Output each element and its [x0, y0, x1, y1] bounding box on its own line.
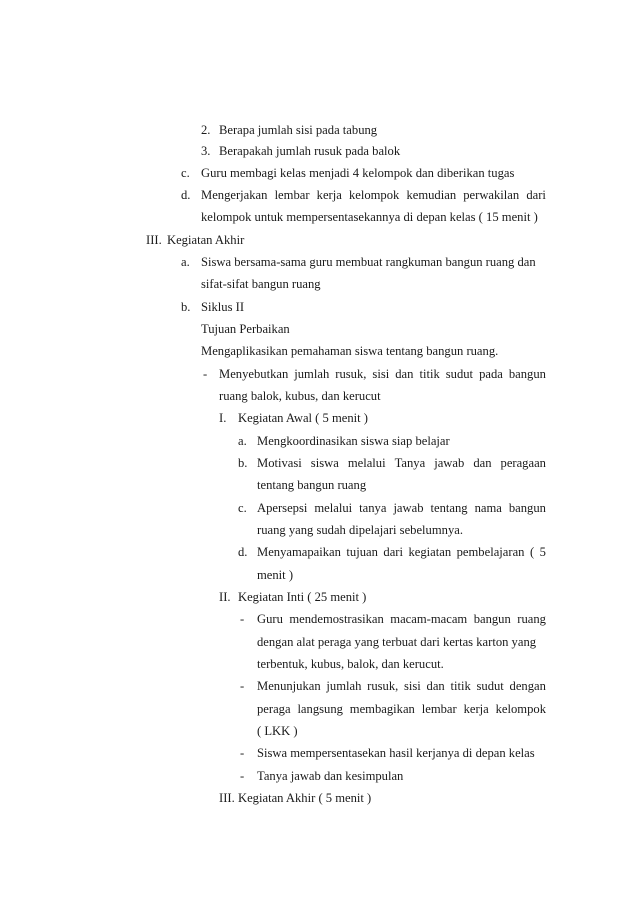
list-marker: c. [181, 166, 190, 180]
list-text: Apersepsi melalui tanya jawab tentang nama bangun [257, 501, 546, 515]
section-marker: III. [146, 233, 162, 247]
list-text: Guru membagi kelas menjadi 4 kelompok dan diberikan tugas [201, 166, 515, 180]
list-marker: a. [238, 434, 247, 448]
list-marker: d. [181, 188, 191, 202]
list-marker: b. [238, 456, 248, 470]
list-marker: - [240, 746, 245, 760]
list-text: sifat-sifat bangun ruang [201, 277, 321, 291]
list-text: Kegiatan Awal ( 5 menit ) [238, 411, 368, 425]
list-marker: III. [219, 791, 235, 805]
list-text: Menyamapaikan tujuan dari kegiatan pembelajaran ( 5 [257, 545, 546, 559]
list-text: peraga langsung membagikan lembar kerja kelompok [257, 702, 546, 716]
list-text: Menunjukan jumlah rusuk, sisi dan titik sudut dengan [257, 679, 546, 693]
list-text: terbentuk, kubus, balok, dan kerucut. [257, 657, 444, 671]
list-text: tentang bangun ruang [257, 478, 367, 492]
list-text: ruang balok, kubus, dan kerucut [219, 389, 381, 403]
list-marker: - [240, 679, 245, 693]
list-marker: - [240, 612, 245, 626]
list-text: Menyebutkan jumlah rusuk, sisi dan titik sudut pada bangun [219, 367, 546, 381]
list-marker: 2. [201, 123, 211, 137]
paragraph-text: Tujuan Perbaikan [201, 322, 290, 336]
list-text: Berapa jumlah sisi pada tabung [219, 123, 378, 137]
list-text: kelompok untuk mempersentasekannya di depan kelas ( 15 menit ) [201, 210, 538, 224]
list-text: Berapakah jumlah rusuk pada balok [219, 144, 401, 158]
list-text: Mengerjakan lembar kerja kelompok kemudian perwakilan dari [201, 188, 546, 202]
list-marker: II. [219, 590, 231, 604]
list-text: Kegiatan Inti ( 25 menit ) [238, 590, 367, 604]
list-marker: I. [219, 411, 227, 425]
list-marker: b. [181, 300, 191, 314]
list-text: Guru mendemostrasikan macam-macam bangun ruang [257, 612, 546, 626]
list-text: Siklus II [201, 300, 245, 314]
list-marker: d. [238, 545, 248, 559]
list-text: ( LKK ) [257, 724, 298, 738]
paragraph-text: Mengaplikasikan pemahaman siswa tentang bangun ruang. [201, 344, 499, 358]
list-marker: 3. [201, 144, 211, 158]
list-text: menit ) [257, 568, 294, 582]
list-text: Kegiatan Akhir ( 5 menit ) [238, 791, 372, 805]
list-text: dengan alat peraga yang terbuat dari kertas karton yang [257, 635, 537, 649]
list-marker: - [203, 367, 208, 381]
list-text: Mengkoordinasikan siswa siap belajar [257, 434, 450, 448]
list-text: Tanya jawab dan kesimpulan [257, 769, 404, 783]
list-marker: c. [238, 501, 247, 515]
list-marker: a. [181, 255, 190, 269]
list-marker: - [240, 769, 245, 783]
list-text: Motivasi siswa melalui Tanya jawab dan peragaan [257, 456, 546, 470]
list-text: ruang yang sudah dipelajari sebelumnya. [257, 523, 463, 537]
section-title: Kegiatan Akhir [167, 233, 245, 247]
list-text: Siswa bersama-sama guru membuat rangkuman bangun ruang dan [201, 255, 536, 269]
list-text: Siswa mempersentasekan hasil kerjanya di depan kelas [257, 746, 535, 760]
